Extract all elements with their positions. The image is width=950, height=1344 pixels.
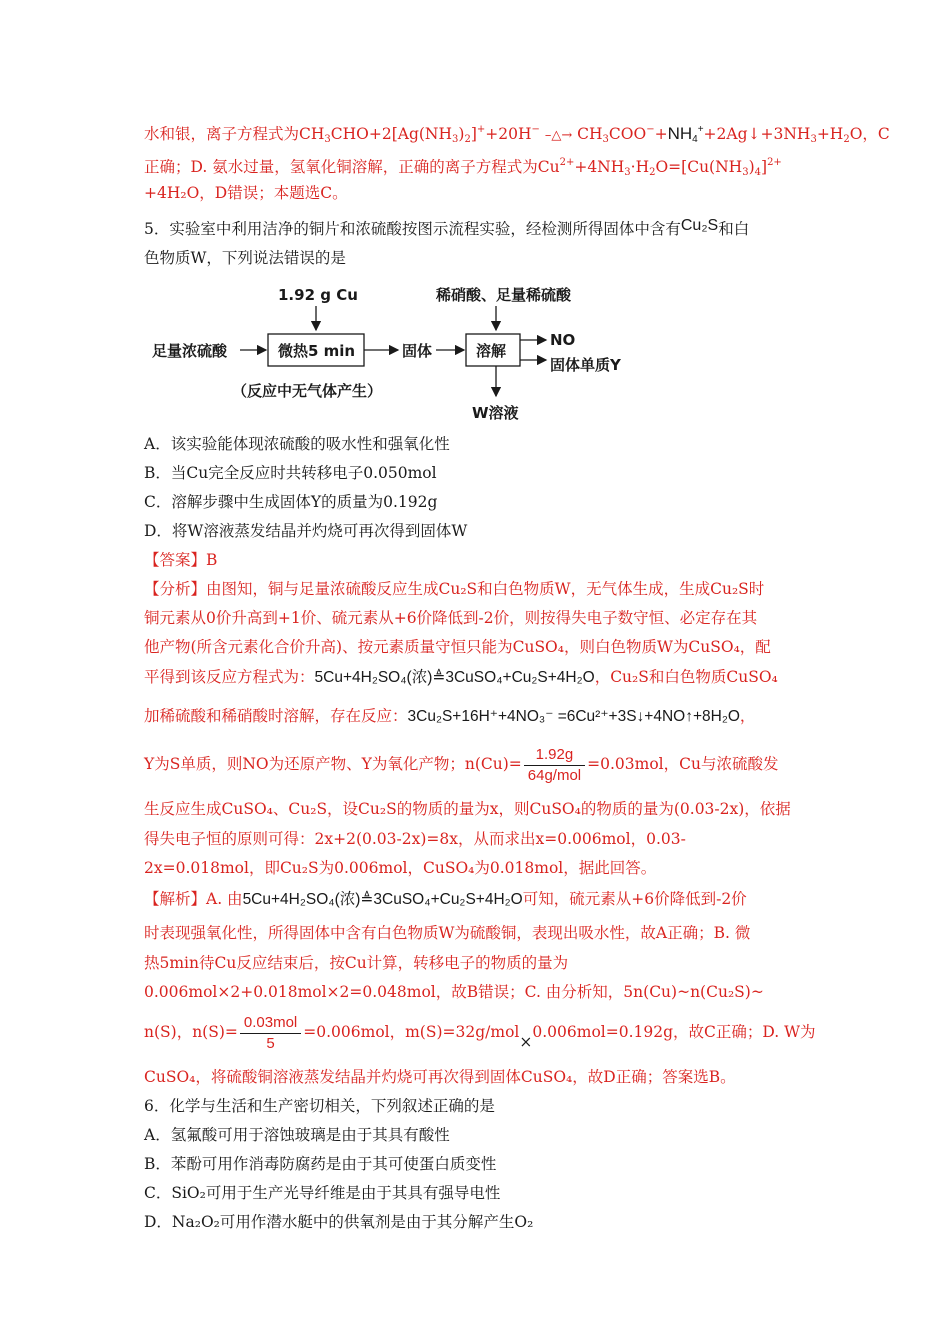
q5-option-c: C．溶解步骤中生成固体Y的质量为0.192g [144,493,438,511]
analysis-line-9: 2x=0.018mol，即Cu₂S为0.006mol，CuSO₄为0.018mol，据此回答。 [144,859,657,877]
analysis-line-7: 生反应生成CuSO₄、Cu₂S，设Cu₂S的物质的量为x，则CuSO₄的物质的量为(0.03-2x)，依据 [144,800,791,818]
q5-option-d: D．将W溶液蒸发结晶并灼烧可再次得到固体W [144,522,468,540]
analysis-line-1: 【分析】由图知，铜与足量浓硫酸反应生成Cu₂S和白色物质W，无气体生成，生成Cu₂S时 [144,580,765,598]
q6-option-a: A．氢氟酸可用于溶蚀玻璃是由于其具有酸性 [144,1126,450,1144]
dissolve-box-label: 溶解 [476,342,507,360]
analysis-line-2: 铜元素从0价升高到+1价、硫元素从+6价降低到-2价，则按得失电子数守恒、必定存在其 [144,609,758,627]
no-label: NO [550,331,576,349]
q6-option-b: B．苯酚可用作消毒防腐药是由于其可使蛋白质变性 [144,1155,497,1173]
prev-answer-line-2: 正确；D. 氨水过量，氢氧化铜溶解，正确的离子方程式为$Cu^{2+}+4NH_3\cdot H_2O=[Cu(NH_3)_4]^{2+}$ [144,157,782,178]
analysis-line-6: Y为S单质，则NO为还原产物、Y为氧化产物；n(Cu)= $\frac{1.92g}{\text{64g/mol}}$ =0.03mol，Cu与浓硫酸发 [144,745,779,784]
q6-stem: 6．化学与生活和生产密切相关，下列叙述正确的是 [144,1097,495,1115]
equation-1: 5Cu+4H₂SO₄(浓)≜3CuSO₄+Cu₂S+4H₂O [314,669,595,686]
cu-label: 1.92 g Cu [278,286,358,304]
solution-line-1: 【解析】A. 由5Cu+4H₂SO₄(浓)≜3CuSO₄+Cu₂S+4H₂O可知，硫元素从+6价降低到-2价 [144,890,747,908]
solution-line-4: 0.006mol×2+0.018mol×2=0.048mol，故B错误；C. 由分析知，5n(Cu)~n(Cu₂S)~ [144,983,764,1001]
equation-2: 3Cu₂S+16H⁺+4NO₃⁻ =6Cu²⁺+3S↓+4NO↑+8H₂O [407,708,740,725]
equation-3: 5Cu+4H₂SO₄(浓)≜3CuSO₄+Cu₂S+4H₂O [242,891,523,908]
solution-line-3: 热5min待Cu反应结束后，按Cu计算，转移电子的物质的量为 [144,954,569,972]
solution-line-5: n(S)，n(S)= $\frac{\text{0.03mol}}{5}$ =0.006mol，m(S)=32g/mol×0.006mol=0.192g，故C正确；D. W为 [144,1013,816,1052]
acid-label: 足量浓硫酸 [152,342,228,360]
fraction-cu-moles: $\frac{1.92g}{\text{64g/mol}}$ [524,745,585,786]
analysis-line-8: 得失电子恒的原则可得：2x+2(0.03-2x)=8x，从而求出x=0.006mol，0.03- [144,830,686,848]
flow-diagram [140,278,660,428]
fraction-s-moles: $\frac{\text{0.03mol}}{5}$ [240,1013,301,1054]
heat-box-label: 微热5 min [278,342,356,360]
analysis-line-5: 加稀硫酸和稀硝酸时溶解，存在反应：3Cu₂S+16H⁺+4NO₃⁻ =6Cu²⁺+3S↓+4NO↑+8H₂O， [144,707,756,725]
no-gas-note: （反应中无气体产生） [232,382,383,400]
q5-answer: 【答案】B [144,551,218,569]
analysis-line-4: 平得到该反应方程式为：5Cu+4H₂SO₄(浓)≜3CuSO₄+Cu₂S+4H₂O，Cu₂S和白色物质CuSO₄ [144,668,778,686]
q5-stem-line-2: 色物质W，下列说法错误的是 [144,249,346,267]
q5-option-b: B．当Cu完全反应时共转移电子0.050mol [144,464,437,482]
heat-arrow: –△→ [544,128,573,143]
solution-line-2: 时表现强氧化性，所得固体中含有白色物质W为硫酸铜，表现出吸水性，故A正确；B. 微 [144,924,751,942]
prev-answer-line-1: 水和银，离子方程式为$CH_3CHO+2[Ag(NH_3)_2]^++20H^-$ –△→ $CH_3COO^-+NH_4^++2Ag↓+3NH_3+H_2O$，C [144,124,890,145]
solid-label: 固体 [402,342,433,360]
solution-line-6: CuSO₄，将硫酸铜溶液蒸发结晶并灼烧可再次得到固体CuSO₄，故D正确；答案选B。 [144,1068,736,1086]
q6-option-d: D．Na₂O₂可用作潜水艇中的供氧剂是由于其分解产生O₂ [144,1213,534,1231]
q5-stem-line-1: 5．实验室中利用洁净的铜片和浓硫酸按图示流程实验，经检测所得固体中含有Cu₂S和白 [144,217,750,238]
q5-option-a: A．该实验能体现浓硫酸的吸水性和强氧化性 [144,435,450,453]
q6-option-c: C．SiO₂可用于生产光导纤维是由于其具有强导电性 [144,1184,501,1202]
w-label: W溶液 [472,404,519,422]
prev-answer-line-3: +4H₂O，D错误；本题选C。 [144,184,348,202]
analysis-line-3: 他产物(所含元素化合价升高)、按元素质量守恒只能为CuSO₄，则白色物质W为CuSO₄，配 [144,638,771,656]
reagents-label: 稀硝酸、足量稀硫酸 [436,286,572,304]
y-label: 固体单质Y [550,356,621,374]
